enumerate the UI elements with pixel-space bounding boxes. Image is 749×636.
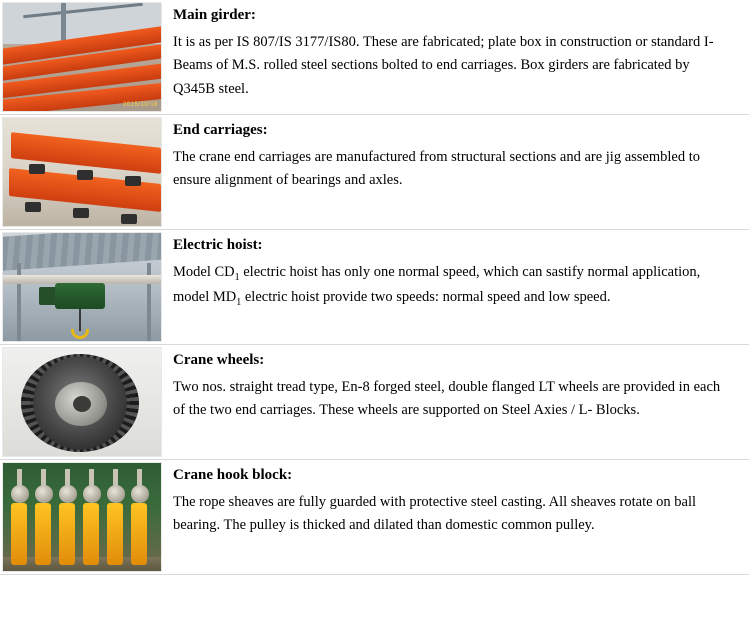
section-text-end-carriages: The crane end carriages are manufactured from structural sections and are jig assembled to ensure alignment of bearings and axles. [173, 148, 700, 189]
hoist-text-part-3: electric hoist provide two speeds: normal speed and low speed. [241, 288, 611, 305]
hoist-text-part-1: Model CD [173, 263, 235, 280]
main-girder-text-cell [165, 0, 749, 115]
mounting-pad-shape [77, 170, 93, 180]
hook-block-shape [11, 503, 27, 565]
table-row [0, 230, 749, 345]
sheave-shape [131, 485, 149, 503]
electric-hoist-image-cell [0, 230, 165, 345]
hook-block-shape [107, 503, 123, 565]
sheave-shape [11, 485, 29, 503]
wheel-bore-shape [73, 396, 91, 412]
electric-hoist-photo [2, 232, 162, 342]
crane-tower-shape [61, 3, 66, 41]
wire-rope-shape [79, 309, 81, 331]
crane-wheel-image-cell [0, 345, 165, 460]
sheave-shape [83, 485, 101, 503]
shed-roof-shape [2, 232, 162, 271]
end-carriages-photo [2, 117, 162, 227]
mounting-pad-shape [25, 202, 41, 212]
end-carriages-image-cell [0, 115, 165, 230]
mounting-pad-shape [121, 214, 137, 224]
hoist-model-subscript-cd: 1 [234, 271, 240, 283]
hook-block-shape [59, 503, 75, 565]
hook-block-shape [35, 503, 51, 565]
section-text-crane-hook-block: The rope sheaves are fully guarded with protective steel casting. All sheaves rotate on ball bearing. The pulley is thicked and dilated than domestic common pulley. [173, 493, 697, 534]
section-heading-electric-hoist: Electric hoist: [173, 237, 263, 253]
section-heading-main-girder: Main girder: [173, 7, 256, 23]
hoist-model-subscript-md: 1 [236, 296, 242, 308]
crane-hook-block-text-cell [165, 460, 749, 575]
section-text-crane-wheels: Two nos. straight tread type, En-8 forged steel, double flanged LT wheels are provided in each of the two end carriages. These wheels are supported on Steel Axies / L- Blocks. [173, 378, 721, 419]
crane-wheels-text-cell [165, 345, 749, 460]
crane-hook-block-photo [2, 462, 162, 572]
section-text-main-girder: It is as per IS 807/IS 3177/IS80. These are fabricated; plate box in construction or standard I-Beams of M.S. rolled steel sections bolted to end carriages. Box girders are fabricated by Q345B steel. [173, 33, 714, 97]
sheave-shape [59, 485, 77, 503]
crane-hook-block-image-cell [0, 460, 165, 575]
crane-boom-shape [23, 3, 143, 19]
end-carriages-text-cell [165, 115, 749, 230]
table-row [0, 460, 749, 575]
sheave-shape [35, 485, 53, 503]
section-heading-end-carriages: End carriages: [173, 122, 268, 138]
table-row [0, 115, 749, 230]
section-heading-crane-hook-block: Crane hook block: [173, 467, 293, 483]
section-heading-crane-wheels: Crane wheels: [173, 352, 265, 368]
main-girder-image-cell [0, 0, 165, 115]
crane-wheel-photo [2, 347, 162, 457]
hoist-text-part-2: electric hoist has only one normal speed, which can sastify normal application, model MD [173, 263, 701, 305]
main-girder-photo [2, 2, 162, 112]
hook-block-shape [83, 503, 99, 565]
section-text-electric-hoist [173, 261, 735, 311]
sheave-shape [107, 485, 125, 503]
hook-shape [71, 329, 89, 339]
mounting-pad-shape [73, 208, 89, 218]
hook-block-shape [131, 503, 147, 565]
table-row [0, 345, 749, 460]
electric-hoist-text-cell [165, 230, 749, 345]
hoist-motor-shape [55, 283, 105, 309]
photo-date-watermark: 2015/10/18 [122, 102, 158, 108]
mounting-pad-shape [29, 164, 45, 174]
mounting-pad-shape [125, 176, 141, 186]
table-row [0, 0, 749, 115]
